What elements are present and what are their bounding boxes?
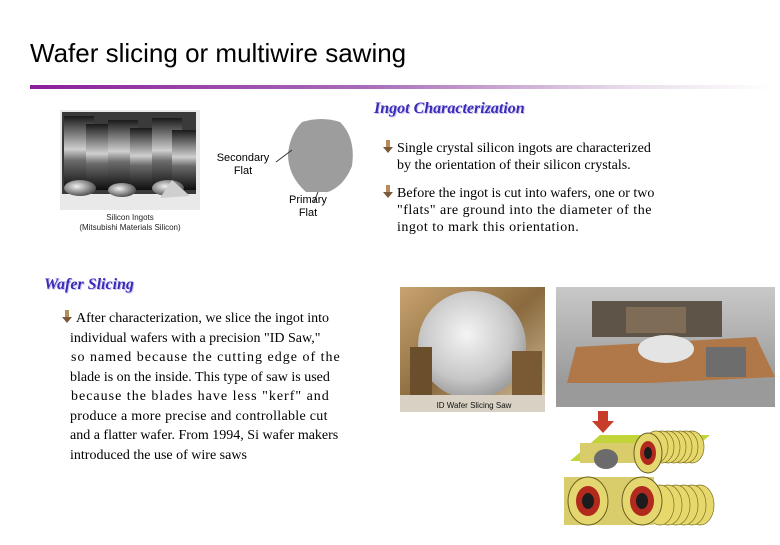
slicing-line-4: blade is on the inside. This type of saw is used (70, 369, 330, 385)
saw-machine-photo (556, 287, 775, 407)
section-heading-ingot: Ingot Characterization (374, 100, 525, 117)
primary-flat-label-line2: Flat (298, 207, 318, 219)
page-title: Wafer slicing or multiwire sawing (30, 38, 407, 68)
wire-saw-diagram (560, 405, 720, 540)
slicing-line-5: because the blades have less "kerf" and (71, 389, 330, 404)
slicing-paragraph (62, 309, 407, 465)
ingots-caption-line2: (Mitsubishi Materials Silicon) (79, 223, 181, 232)
bullet2-line2: "flats" are ground into the diameter of the (397, 203, 652, 218)
bullet1-line2: by the orientation of their silicon crystals. (397, 158, 631, 173)
saw-caption: ID Wafer Slicing Saw (436, 401, 512, 410)
bullet-marker-icon (383, 140, 395, 153)
slicing-line-3: so named because the cutting edge of the (71, 350, 341, 365)
section-heading-wafer-slicing: Wafer Slicing (44, 276, 134, 293)
bullet-marker-icon (383, 185, 395, 198)
id-saw-photo (400, 287, 545, 412)
slicing-line-6: produce a more precise and controllable cut (70, 408, 328, 424)
bullet-marker-icon (62, 310, 74, 323)
secondary-flat-label-line1: Secondary (216, 152, 270, 164)
slicing-line-7: and a flatter wafer. From 1994, Si wafer makers (70, 428, 339, 443)
slicing-line-8: introduced the use of wire saws (70, 447, 247, 463)
secondary-flat-label-line2: Flat (233, 165, 253, 177)
slicing-line-2: individual wafers with a precision "ID Saw," (70, 330, 321, 346)
primary-flat-label-line1: Primary (289, 194, 327, 206)
bullet2-line3: ingot to mark this orientation. (397, 220, 580, 235)
ingots-caption-line1: Silicon Ingots (106, 213, 154, 222)
silicon-ingots-photo (60, 110, 200, 210)
bullet-ingot-characterized (383, 140, 651, 174)
bullet1-line1: Single crystal silicon ingots are characterized (397, 141, 651, 156)
bullet2-line1: Before the ingot is cut into wafers, one or two (397, 186, 655, 201)
title-underline (30, 85, 775, 89)
slicing-line-1: After characterization, we slice the ingot into (76, 311, 330, 326)
bullet-flats-ground (383, 185, 654, 236)
